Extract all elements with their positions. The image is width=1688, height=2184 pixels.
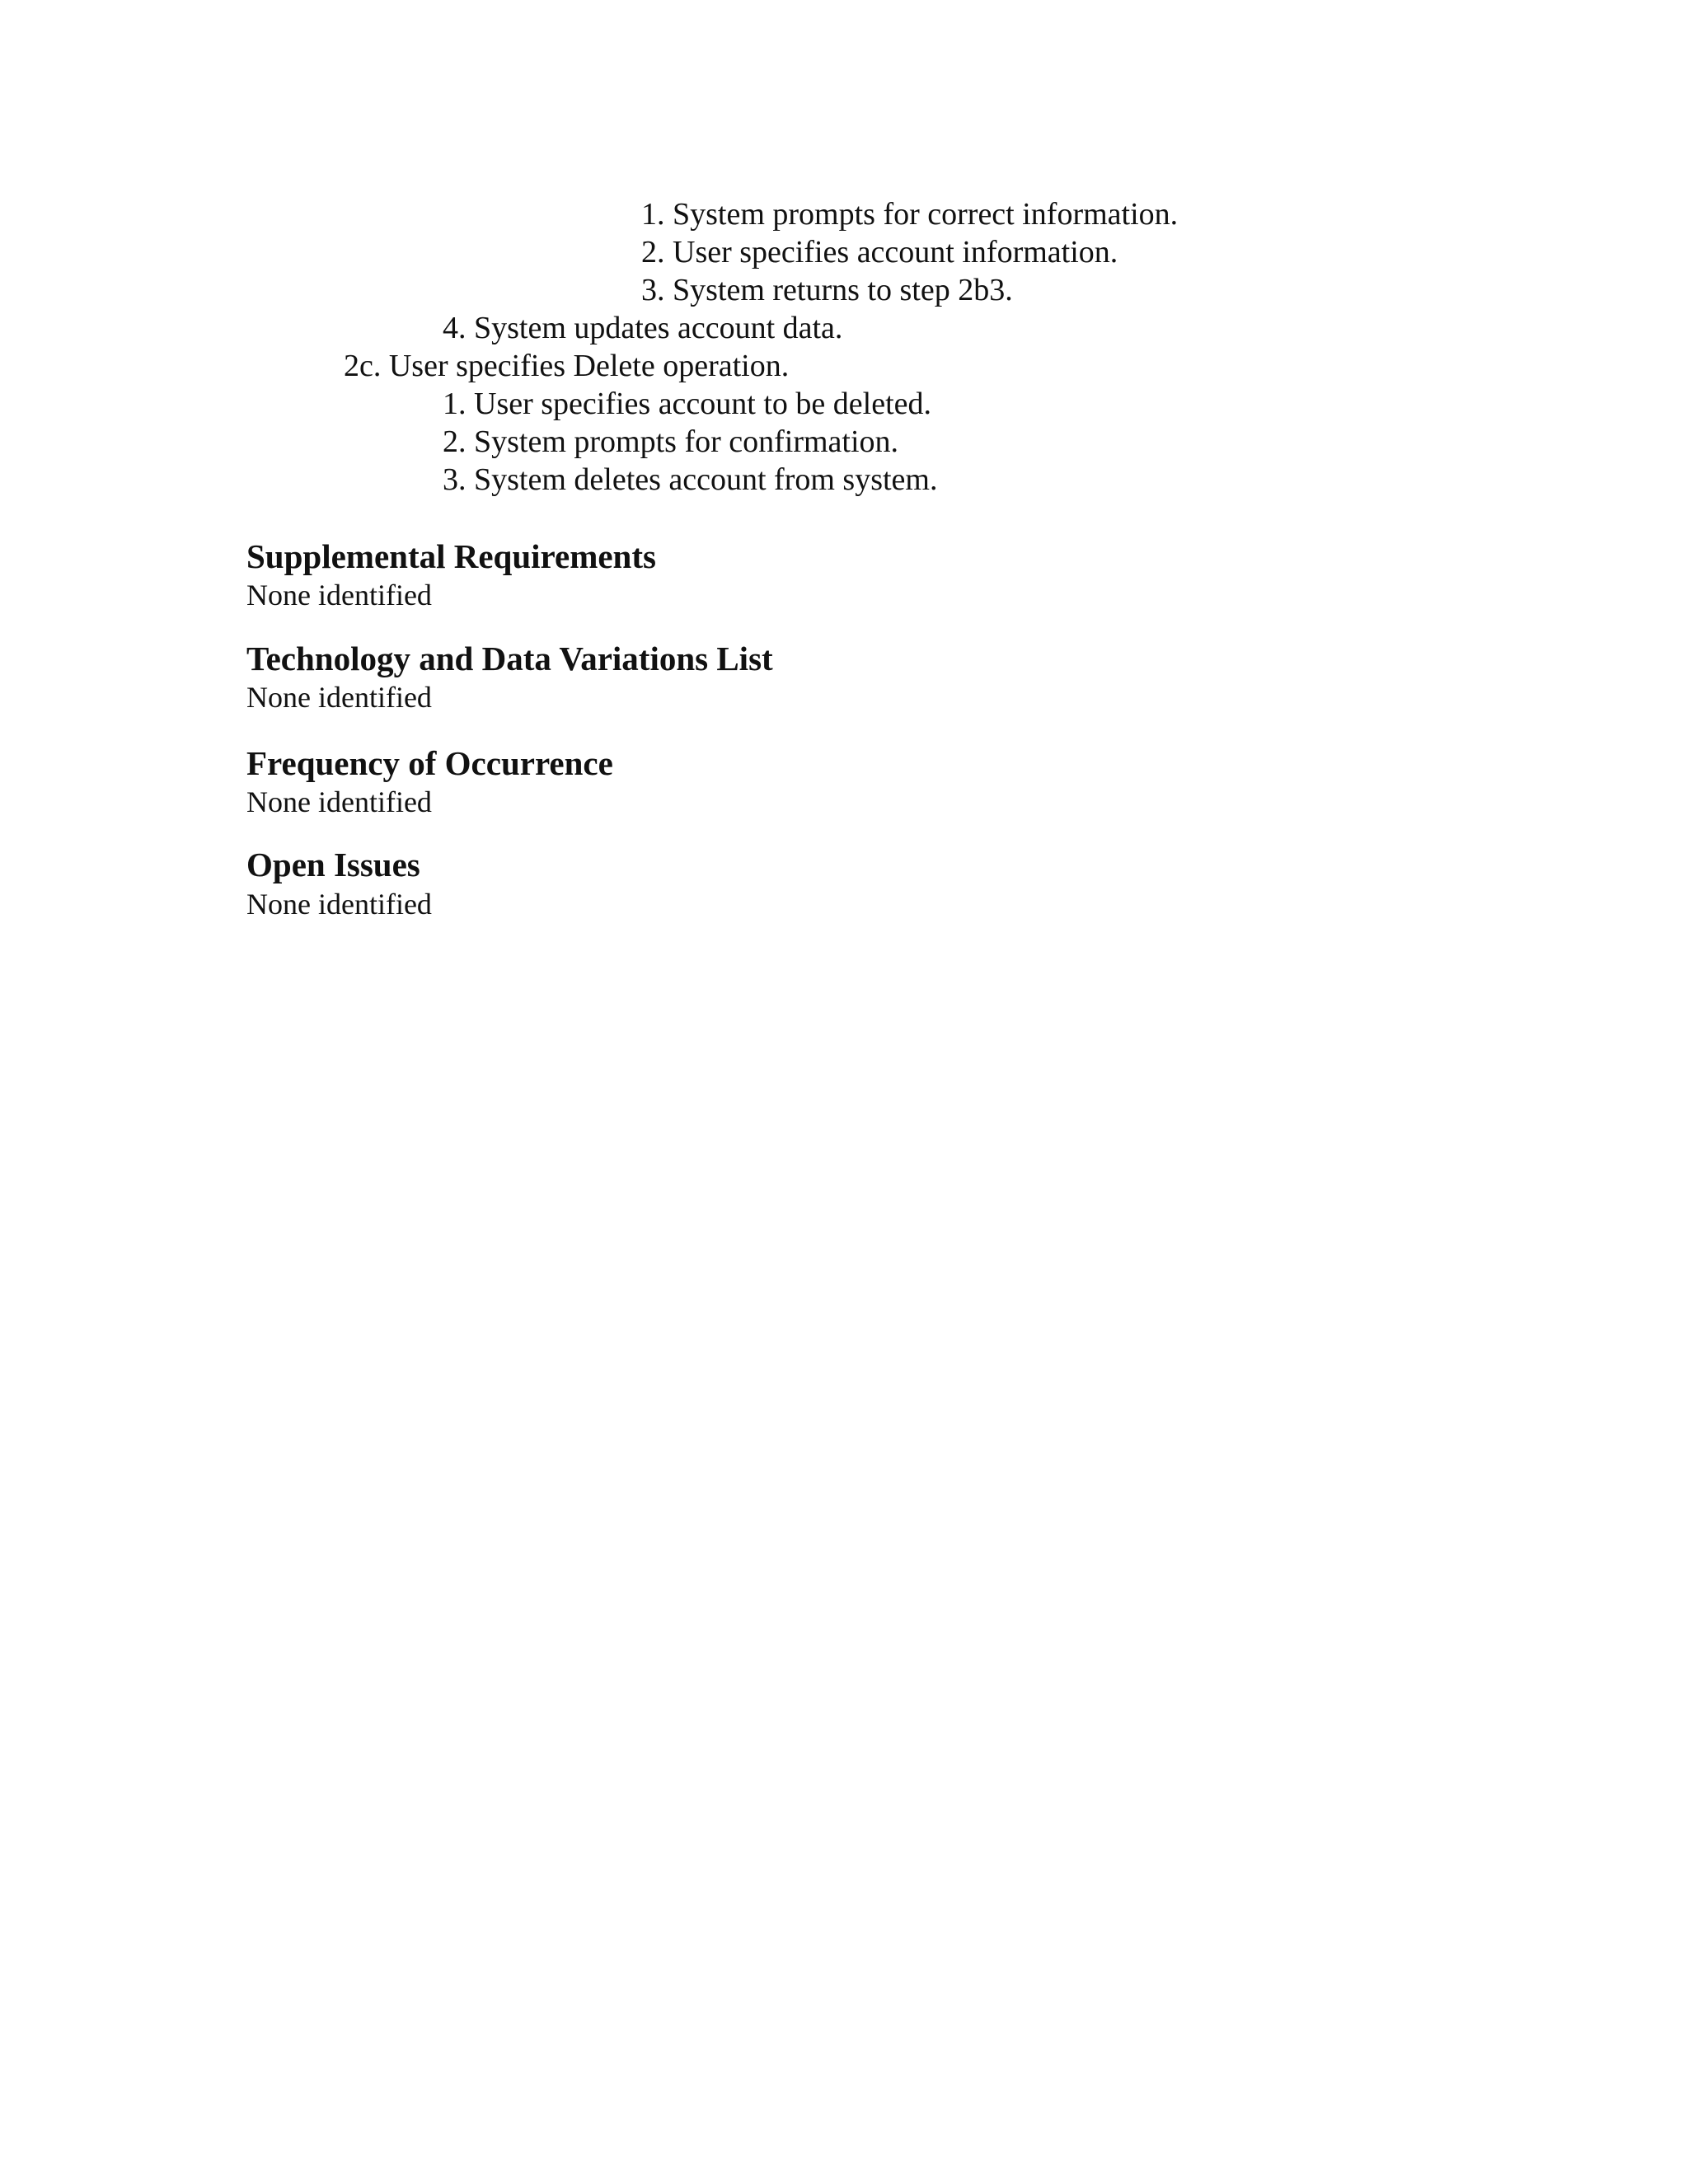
alt-flow-2c-label: 2c. User specifies Delete operation. [344,349,790,383]
substep-2c-2: 2. System prompts for confirmation. [443,424,899,459]
section-body-technology-data-variations: None identified [246,681,432,714]
section-body-frequency-of-occurrence: None identified [246,785,432,818]
substep-2b3-2: 2. User specifies account information. [641,235,1118,269]
section-heading-technology-data-variations: Technology and Data Variations List [246,640,773,677]
section-heading-supplemental-requirements: Supplemental Requirements [246,537,656,575]
substep-2c-3: 3. System deletes account from system. [443,462,938,497]
section-heading-open-issues: Open Issues [246,846,420,883]
step-2b-4: 4. System updates account data. [443,311,843,345]
substep-2b3-3: 3. System returns to step 2b3. [641,273,1013,307]
section-body-open-issues: None identified [246,888,432,921]
section-heading-frequency-of-occurrence: Frequency of Occurrence [246,744,613,782]
substep-2b3-1: 1. System prompts for correct information. [641,197,1179,232]
section-body-supplemental-requirements: None identified [246,579,432,612]
substep-2c-1: 1. User specifies account to be deleted. [443,387,931,421]
